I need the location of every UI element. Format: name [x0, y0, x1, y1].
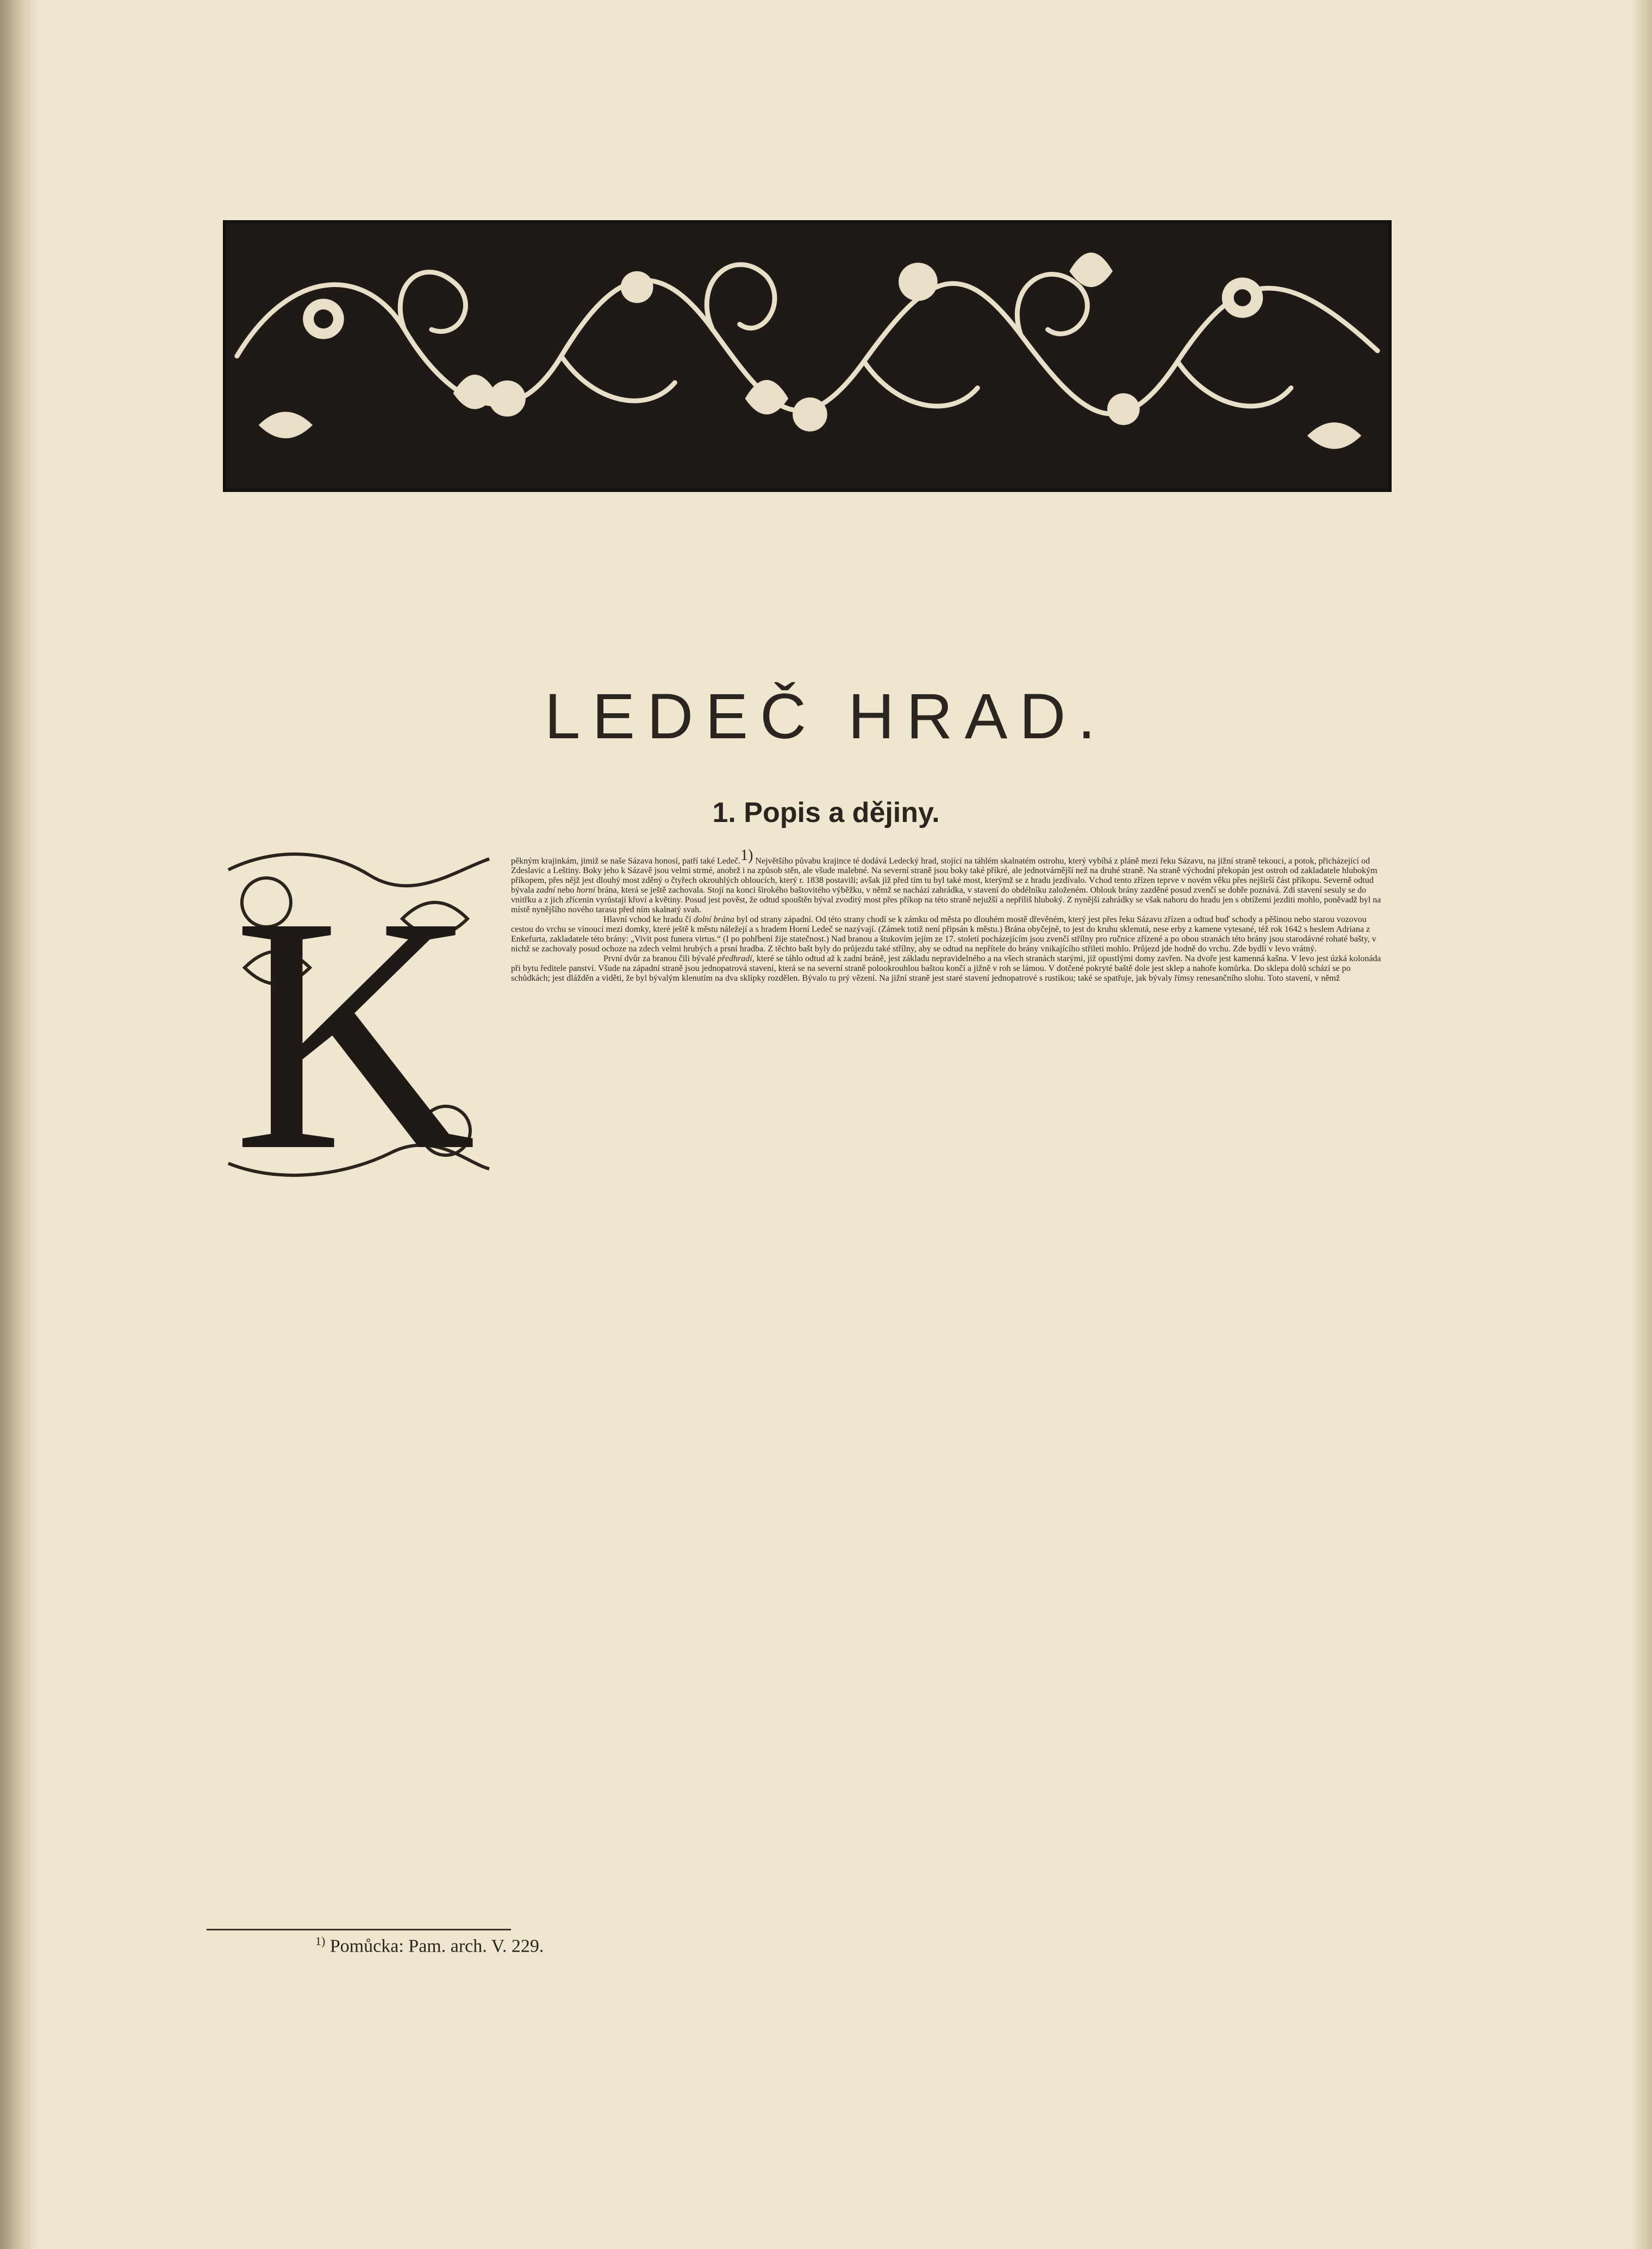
text-run: Hlavní vchod ke hradu či — [603, 915, 694, 925]
footnote-mark: 1) — [315, 1934, 326, 1948]
body-text — [207, 847, 1386, 1211]
section-heading: 1. Popis a dějiny. — [712, 797, 940, 828]
emphasis: dolní brána — [693, 915, 734, 925]
text-run: Největšího půvabu krajince té dodává Ledecký hrad, stojící na táhlém skalnatém ostrohu, který vybíhá z pláně mezi řeku Sázavu, na jižní straně tekoucí, a potok, přicházející od Zdeslavic a Leštiny. Boky jeho k Sázavě jsou velmi strmé, anobrž i na způsob stěn, ale všude malebné. Na severní straně jsou boky také příkré, ale jednotvárnější než na druhé straně. Na straně východní překopán jest ostroh od zakladatele hlubokým příkopem, přes nějž jest dlouhý most zděný o čtyřech okrouhlých obloucích, který r. 1838 postavili; avšak již před tím tu byl také most, kterýmž se z hradu jezdívalo. Vchod tento zřízen teprve v novém věku přes nejširší část příkopu. Severně odtud bývala — [511, 856, 1377, 895]
page-title: LEDEČ HRAD. — [544, 681, 1108, 752]
text-run: , které se táhlo odtud až k zadní bráně, jest základu nepravidelného a na všech stranách starými, již opustlými domy zavřen. Na dvoře jest kamenná kašna. V levo jest úzká kolonáda při bytu ředitele panství. Všude na západní straně jsou jednopatrová stavení, která se na severní straně polookrouhlou baštou končí a jižně v roh se lámou. V dotčené pokryté baště dole jest sklep a nahoře komůrka. Do sklepa dolů schází se po schůdkách; jest dlážděn a viděti, že byl bývalým klenutím na dva sklípky rozdělen. Bývalo tu prý vězení. Na jižní straně jest staré stavení jednopatrové s rustikou; také se spatřuje, jak bývaly římsy renesančního slohu. Toto stavení, v němž — [511, 954, 1381, 983]
text-run: byl od strany západní. Od této strany chodí se k zámku od města po dlouhém mostě dřevěném, který jest přes řeku Sázavu zřízen a odtud buď schody a pěšinou nebo starou vozovou cestou do vrchu se vinoucí mezi domky, které ještě k městu náležejí a s hradem Horní Ledeč se nazývají. (Zámek totiž není připsán k městu.) Brána obyčejně, to jest do kruhu sklenutá, nese erby z kamene vytesané, též rok 1642 s heslem Adriana z Enkefurta, zakladatele této brány: „Vivit post funera virtus.“ (I po pohřbení žije statečnost.) Nad branou a štukovím jejím ze 17. století pocházejícím jsou zvenčí střílny pro ručnice zřízené a po obou stranách této brány jsou starodávné rohaté bašty, v nichž se zachovaly posud ochoze na zdech velmi hrubých a prsní hradba. Z těchto bašt byly do průjezdu také střílny, aby se odtud na nepřítele do brány vnikajícího střileti mohlo. Průjezd jde hodně do vrchu. Zde bydlí v levo vrátný. — [511, 915, 1376, 954]
emphasis: předhradí — [717, 954, 752, 964]
ornamental-headpiece — [223, 220, 1392, 492]
initial-letter: K — [233, 848, 476, 1196]
text-run: nebo — [555, 886, 577, 895]
text-run: pěkným krajinkám, jimiž se naše Sázava honosí, patří také Ledeč. — [511, 856, 741, 866]
floral-ornament-icon — [226, 223, 1388, 489]
footnote-text: Pomůcka: Pam. arch. V. 229. — [325, 1936, 544, 1957]
text-run: První dvůr za branou čili bývalé — [603, 954, 718, 964]
emphasis: horní — [576, 886, 596, 895]
footnote-ref: 1) — [740, 847, 753, 864]
footnote-rule — [207, 1929, 511, 1930]
footnote — [315, 1934, 544, 1957]
emphasis: zadní — [536, 886, 556, 895]
page-gutter-shadow — [0, 0, 38, 2249]
text-run: brána, která se ještě zachovala. Stojí na konci širokého baštovitého výběžku, v němž se nachází zahrádka, v stavení do obdélníku založeném. Oblouk brány zazděné posud zvenčí se dobře poznává. Zdi stavení sesuly se do vnitřku a z jich zřícenin vyrůstají křoví a květiny. Posud jest pověst, že odtud spouštěn býval zvoditý most přes příkop na této straně nejužší a nepříliš hluboký. Z nynější zahrádky se však nahoru do hradu jen s obtížemi jezditi mohlo, poněvadž byl na místě nynějšího nového tarasu před ním skalnatý svah. — [511, 886, 1381, 915]
page-edge — [1630, 0, 1652, 2249]
